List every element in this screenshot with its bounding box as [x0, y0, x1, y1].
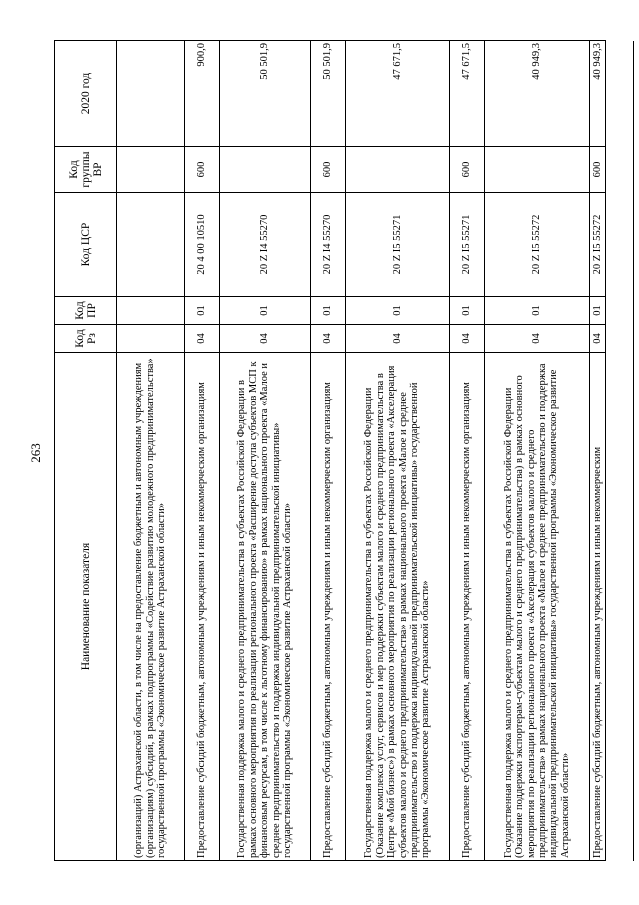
row-vr: 600	[450, 147, 485, 193]
row-name: Государственная поддержка малого и среднего предпринимательства в субъектах Российской Федерации в рамках основного мероприятия по реализации регионального проекта «Расширение доступа субъектов МСП к финансовым ресурсам, в том числе к льготному финансированию» в рамках национального проекта «Малое и среднее предпринимательство и поддержка индивидуальной предпринимательской инициативы» государственной программы «Экономическое развитие Астраханской области»	[220, 353, 311, 861]
table-header-row	[55, 41, 117, 861]
row-pr: 01	[485, 297, 590, 325]
row-pr: 01	[311, 297, 346, 325]
row-rz: 04	[450, 325, 485, 353]
row-pr	[117, 297, 185, 325]
row-pr: 01	[220, 297, 311, 325]
row-amount: 40 949,3	[485, 41, 590, 147]
row-pr: 01	[450, 297, 485, 325]
row-pr: 01	[185, 297, 220, 325]
row-name: (организаций) Астраханской области, в том числе на предоставление бюджетным и автономным учреждениям (организациям) субсидий, в рамках подпрограммы «Содействие развитию молодежного предпринимательства» государственной программы «Экономическое развитие Астраханской области»	[117, 353, 185, 861]
row-vr	[346, 147, 450, 193]
header-pr: Код ПР	[55, 297, 117, 325]
row-amount: 50 501,9	[311, 41, 346, 147]
row-vr: 600	[185, 147, 220, 193]
row-csr: 20 Z I5 55272	[485, 193, 590, 297]
header-rz: Код Рз	[55, 325, 117, 353]
row-vr	[117, 147, 185, 193]
header-csr: Код ЦСР	[55, 193, 117, 297]
row-name: Государственная поддержка малого и среднего предпринимательства в субъектах Российской Федерации (Оказание поддержки экспортерам-субъектам малого и среднего предпринимательства) в рамках основного мероприятия по реализации регионального проекта «Акселерация субъектов малого и среднего предпринимательства» в рамках национального проекта «Малое и среднее предпринимательство и поддержка индивидуальной предпринимательской инициативы» государственной программы «Экономическое развитие Астраханской области»	[485, 353, 590, 861]
row-vr: 600	[311, 147, 346, 193]
row-vr	[485, 147, 590, 193]
page-number: 263	[28, 443, 43, 463]
row-csr: 20 Z I5 55271	[346, 193, 450, 297]
row-vr: 600	[590, 147, 606, 193]
row-name: Предоставление субсидий бюджетным, автономным учреждениям и иным некоммерческим организациям	[311, 353, 346, 861]
row-amount: 47 671,5	[450, 41, 485, 147]
row-rz: 04	[346, 325, 450, 353]
row-csr: 20 4 00 10510	[185, 193, 220, 297]
row-name: Предоставление субсидий бюджетным, автономным учреждениям и иным некоммерческим организациям	[450, 353, 485, 861]
budget-table	[54, 40, 606, 861]
table-row	[450, 41, 485, 861]
row-csr	[117, 193, 185, 297]
header-vr: Код группы ВР	[55, 147, 117, 193]
row-csr: 20 Z I4 55270	[220, 193, 311, 297]
row-amount: 47 671,5	[346, 41, 450, 147]
row-rz: 04	[185, 325, 220, 353]
header-name: Наименование показателя	[55, 353, 117, 861]
row-rz	[117, 325, 185, 353]
row-rz: 04	[485, 325, 590, 353]
row-pr: 01	[590, 297, 606, 325]
row-csr: 20 Z I5 55272	[590, 193, 606, 297]
row-amount	[117, 41, 185, 147]
row-name: Предоставление субсидий бюджетным, автономным учреждениям и иным некоммерческим организациям	[185, 353, 220, 861]
row-csr: 20 Z I4 55270	[311, 193, 346, 297]
table-row	[117, 41, 185, 861]
header-year: 2020 год	[55, 41, 117, 147]
table-row	[346, 41, 450, 861]
row-amount: 50 501,9	[220, 41, 311, 147]
table-row	[311, 41, 346, 861]
table-row	[220, 41, 311, 861]
row-amount: 900,0	[185, 41, 220, 147]
row-pr: 01	[346, 297, 450, 325]
table-row	[185, 41, 220, 861]
row-csr: 20 Z I5 55271	[450, 193, 485, 297]
row-vr	[220, 147, 311, 193]
table-row	[590, 41, 606, 861]
row-rz: 04	[311, 325, 346, 353]
row-rz: 04	[590, 325, 606, 353]
row-amount: 40 949,3	[590, 41, 606, 147]
row-name: Предоставление субсидий бюджетным, автономным учреждениям и иным некоммерческим	[590, 353, 606, 861]
bottom-rule	[633, 41, 634, 861]
table-row	[485, 41, 590, 861]
row-rz: 04	[220, 325, 311, 353]
row-name: Государственная поддержка малого и среднего предпринимательства в субъектах Российской Федерации (Оказание комплекса услуг, сервисов и мер поддержки субъектам малого и среднего предпринимательства в Центре «Мой бизнес») в рамках основного мероприятия по реализации регионального проекта «Акселерация субъектов малого и среднего предпринимательства» в рамках национального проекта «Малое и среднее предпринимательство и поддержка индивидуальной предпринимательской инициативы» государственной программы «Экономическое развитие Астраханской области»	[346, 353, 450, 861]
